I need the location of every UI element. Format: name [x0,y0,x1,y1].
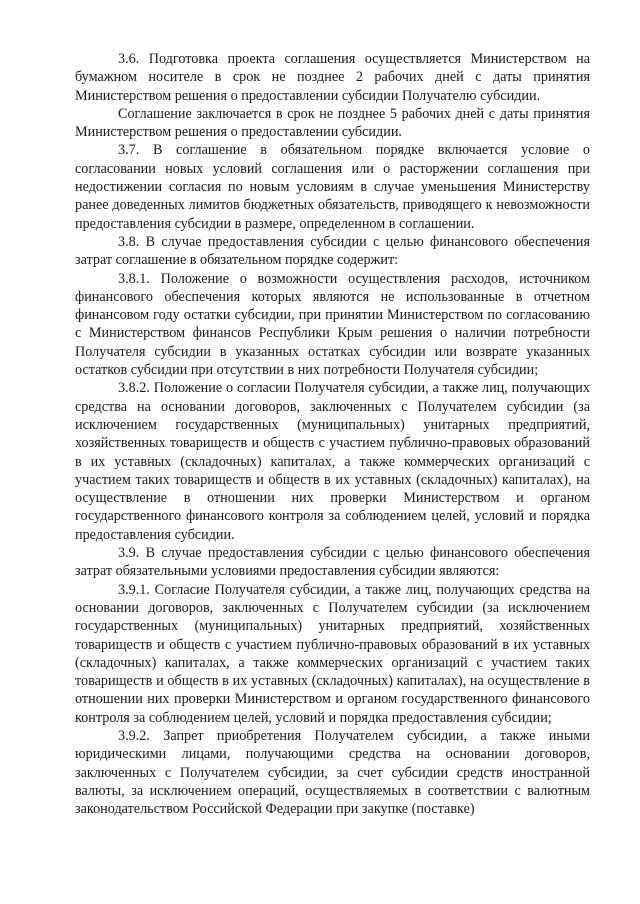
paragraph-3-9-1: 3.9.1. Согласие Получателя субсидии, а также лиц, получающих средства на основании договоров, заключенных с Получателем субсидии (за исключением государственных (муниципальных) унитарных предприятий, хозяйственных товариществ и обществ с участием публично-правовых образований в их уставных (складочных) капиталах, а также коммерческих организаций с участием таких товариществ и обществ в их уставных (складочных) капиталах), на осуществление в отношении них проверки Министерством и органом государственного финансового контроля за соблюдением целей, условий и порядка предоставления субсидии; [75,581,590,726]
paragraph-agreement-term: Соглашение заключается в срок не позднее 5 рабочих дней с даты принятия Министерством решения о предоставлении субсидии. [75,105,590,141]
paragraph-3-9: 3.9. В случае предоставления субсидии с целью финансового обеспечения затрат обязательными условиями предоставления субсидии являются: [75,545,590,580]
paragraph-3-9-2: 3.9.2. Запрет приобретения Получателем субсидии, а также иными юридическими лицами, получающими средства на основании договоров, заключенных с Получателем субсидии, за счет субсидии средств иностранной валюты, за исключением операций, осуществляемых в соответствии с валютным законодательством Российской Федерации при закупке (поставке) [75,727,590,818]
paragraph-3-8-2: 3.8.2. Положение о согласии Получателя субсидии, а также лиц, получающих средства на основании договоров, заключенных с Получателем субсидии (за исключением государственных (муниципальных) унитарных предприятий, хозяйственных товариществ и обществ с участием публично-правовых образований в их уставных (складочных) капиталах, а также коммерческих организаций с участием таких товариществ и обществ в их уставных (складочных) капиталах), на осуществление в отношении них проверки Министерством и органом государственного финансового контроля за соблюдением целей, условий и порядка предоставления субсидии. [75,380,590,543]
paragraph-3-8: 3.8. В случае предоставления субсидии с целью финансового обеспечения затрат соглашение в обязательном порядке содержит: [75,233,590,269]
paragraph-3-8-1: 3.8.1. Положение о возможности осуществления расходов, источником финансового обеспечения которых являются не использованные в отчетном финансовом году остатки субсидии, при принятии Министерством по согласованию с Министерством финансов Республики Крым решения о наличии потребности Получателя субсидии в указанных остатках субсидии или возврате указанных остатков субсидии при отсутствии в них потребности Получателя субсидии; [75,270,590,379]
paragraph-3-7: 3.7. В соглашение в обязательном порядке включается условие о согласовании новых условий соглашения или о расторжении соглашения при недостижении согласия по новым условиям в случае уменьшения Министерству ранее доведенных лимитов бюджетных обязательств, приводящего к невозможности предоставления субсидии в размере, определенном в соглашении. [75,142,590,232]
paragraph-3-6: 3.6. Подготовка проекта соглашения осуществляется Министерством на бумажном носителе в срок не позднее 2 рабочих дней с даты принятия Министерством решения о предоставлении субсидии Получателю субсидии. [75,51,590,104]
document-page [75,50,590,818]
